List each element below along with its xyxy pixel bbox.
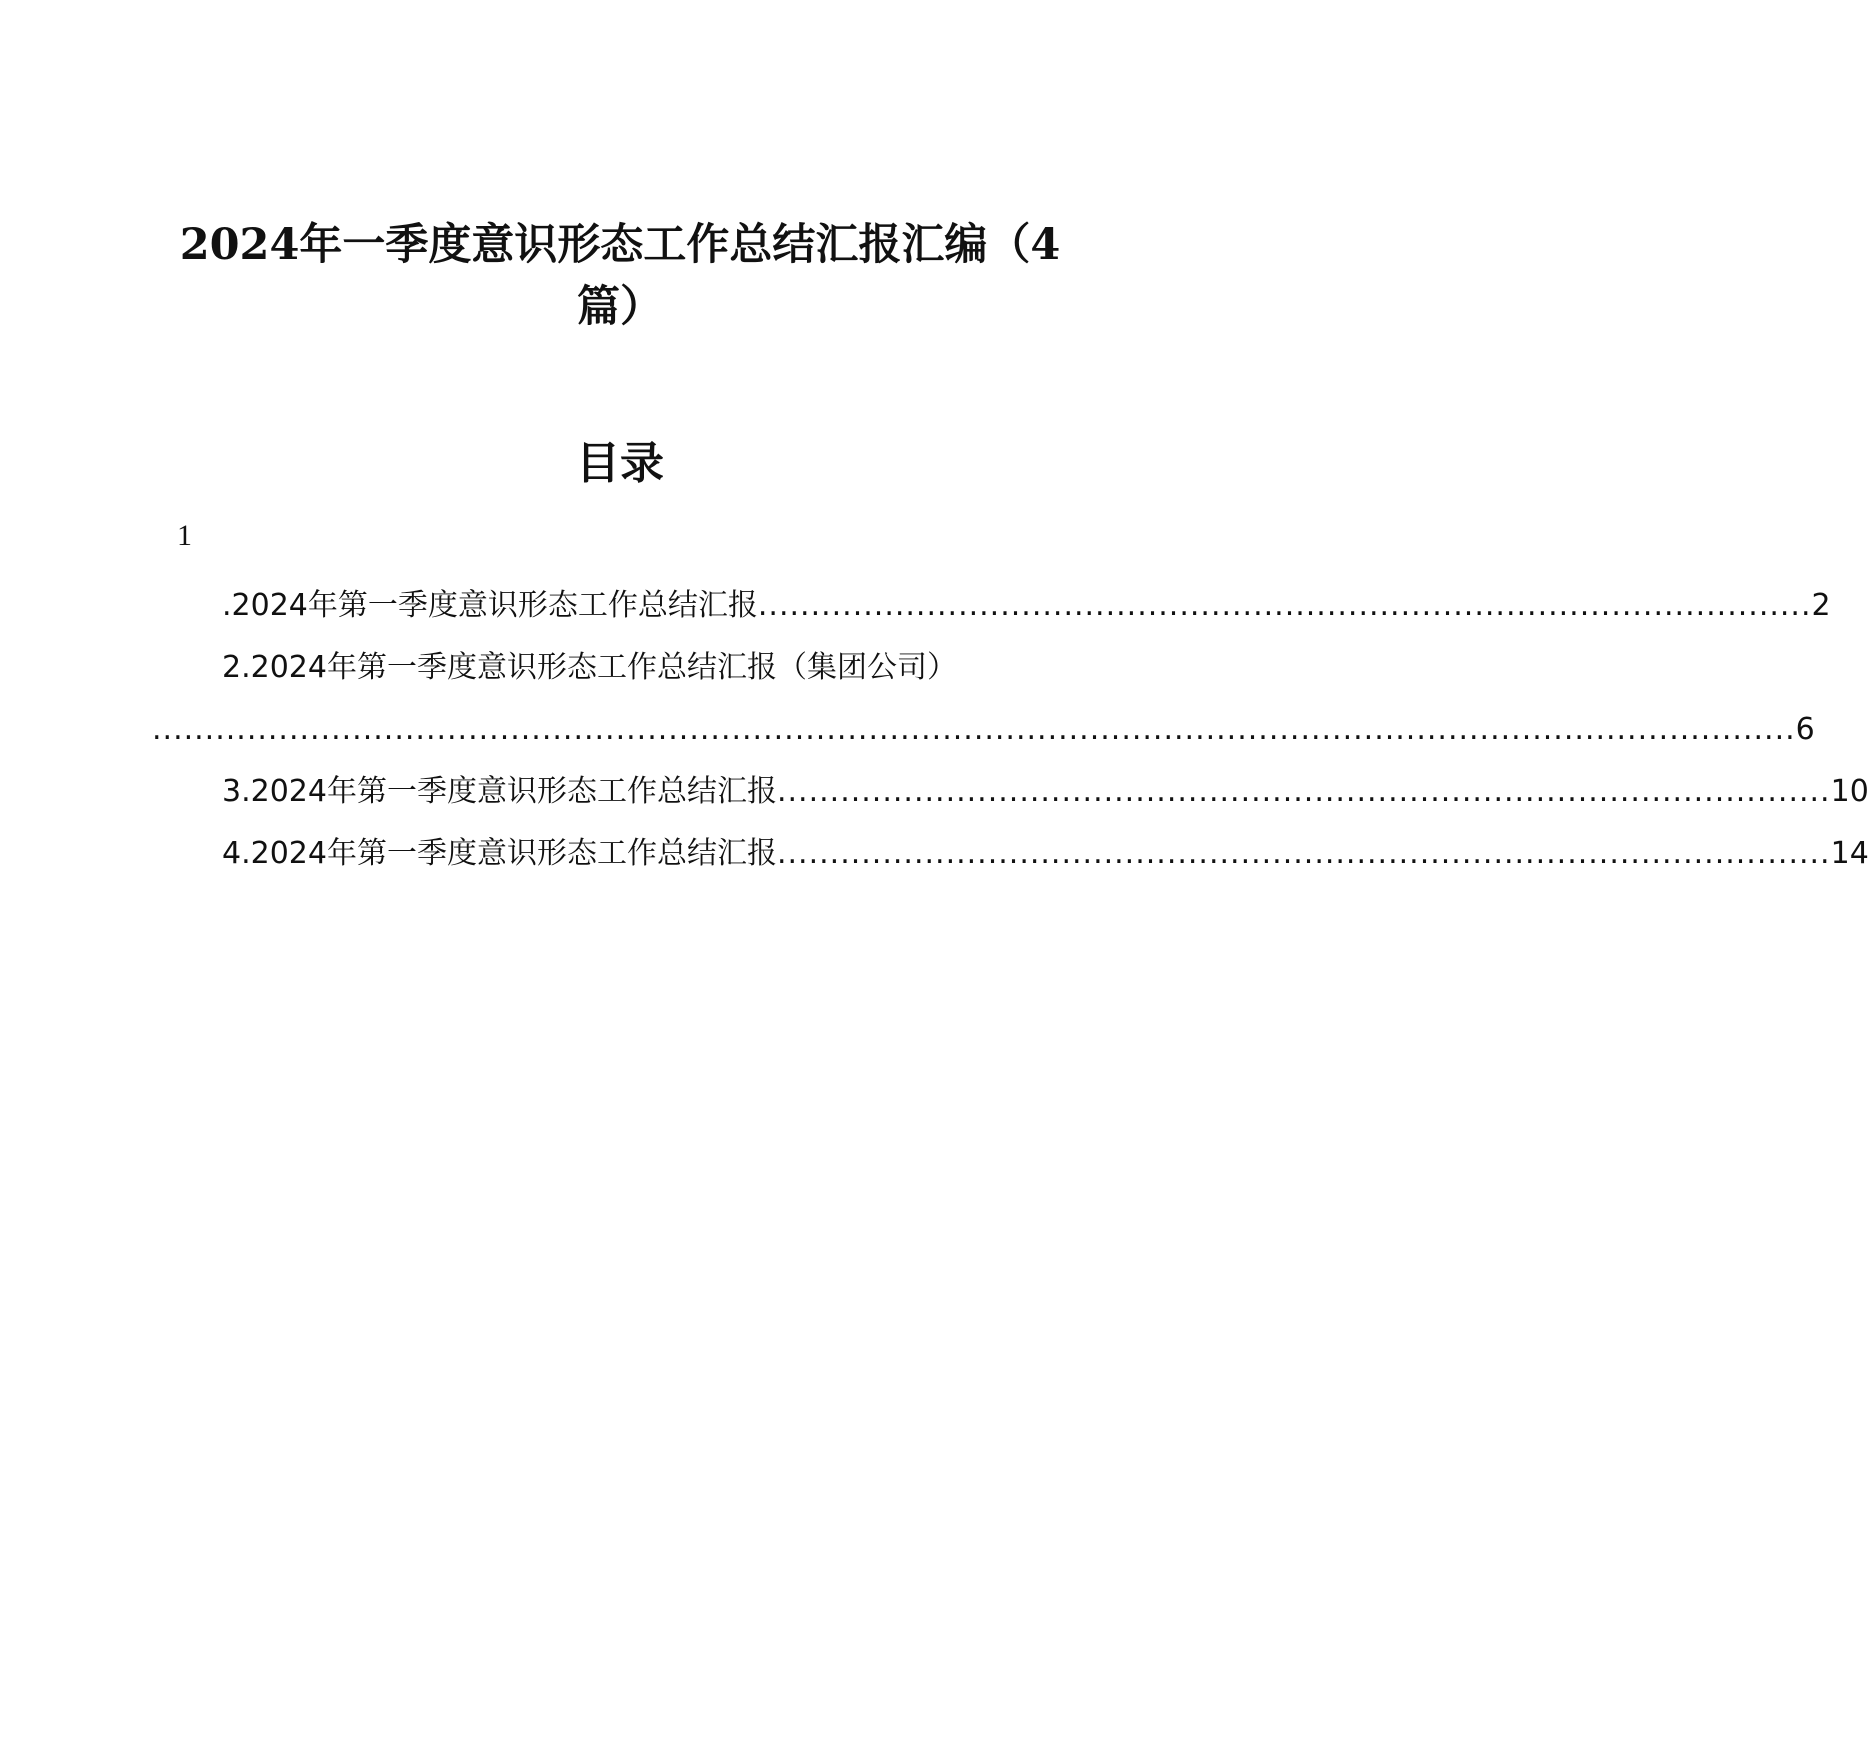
toc-entry-label: 2.2024年第一季度意识形态工作总结汇报（集团公司） xyxy=(222,650,957,685)
toc-leader-dots: .................................................................................................... xyxy=(776,836,1831,871)
toc-entry-3[interactable] xyxy=(222,772,1869,812)
toc-entry-label: 4.2024年第一季度意识形态工作总结汇报 xyxy=(222,836,777,871)
document-title: 2024年一季度意识形态工作总结汇报汇编（4篇） xyxy=(179,220,1061,332)
toc-entry-2[interactable] xyxy=(222,648,1082,688)
toc-entry-4[interactable] xyxy=(222,834,1869,874)
toc-entry-page: 2 xyxy=(1811,588,1831,623)
toc-leader-dots: .................................................................................................... xyxy=(776,774,1831,809)
toc-leader-dots: .................................................................................................... xyxy=(757,588,1812,623)
toc-entry-page: 10 xyxy=(1830,774,1869,809)
toc-entry-1[interactable] xyxy=(222,586,1831,626)
toc-heading: 目录 xyxy=(576,438,664,489)
toc-leader-dots: ............................................................................................................................................................ xyxy=(152,712,1796,747)
toc-entry-label: 3.2024年第一季度意识形态工作总结汇报 xyxy=(222,774,777,809)
toc-entry-page: 14 xyxy=(1830,836,1869,871)
toc-entry-2-continuation[interactable] xyxy=(152,710,1815,750)
stray-number: 1 xyxy=(177,519,192,552)
toc-entry-label: .2024年第一季度意识形态工作总结汇报 xyxy=(222,588,758,623)
toc-entry-page: 6 xyxy=(1795,712,1815,747)
